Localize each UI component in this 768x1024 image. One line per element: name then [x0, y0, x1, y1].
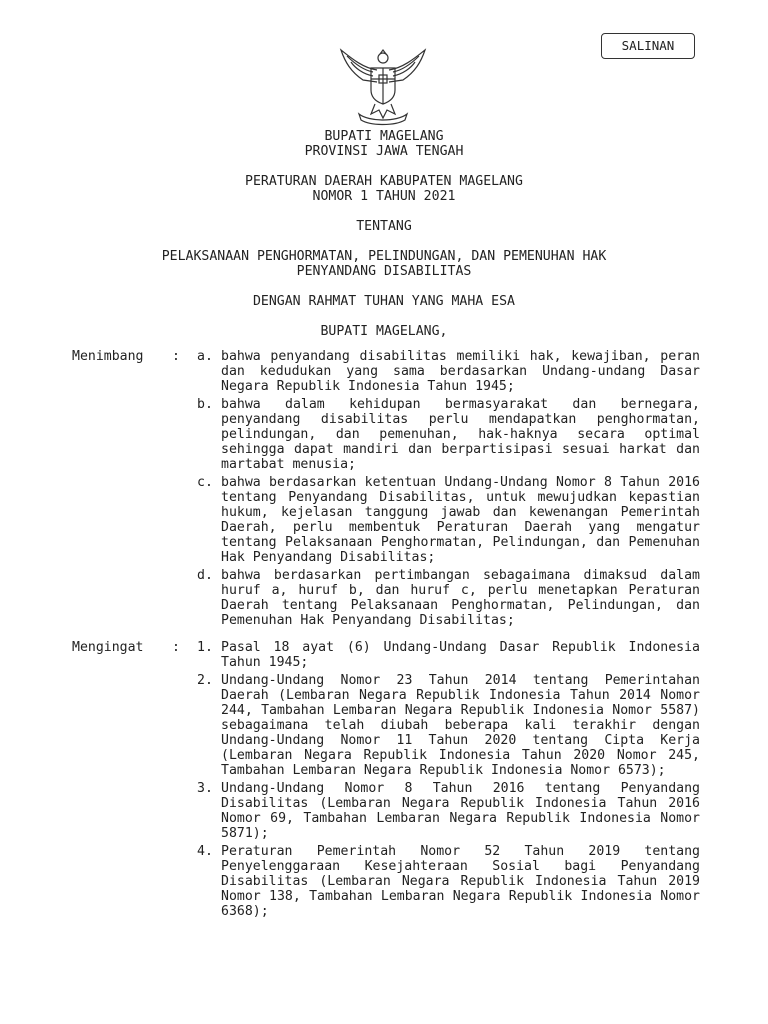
- item-text: bahwa berdasarkan pertimbangan sebagaimana dimaksud dalam huruf a, huruf b, dan huruf c, perlu menetapkan Peraturan Daerah tentang Pelaksanaan Penghormatan, Pelindungan, dan Pemenuhan Hak Penyandang Disabilitas;: [221, 568, 700, 628]
- list-item: [197, 568, 700, 628]
- subject-line-2: PENYANDANG DISABILITAS: [296, 264, 472, 279]
- item-marker: 2.: [197, 673, 213, 688]
- section-label: Mengingat: [72, 640, 144, 655]
- section-colon: :: [172, 349, 180, 364]
- item-text: Pasal 18 ayat (6) Undang-Undang Dasar Republik Indonesia Tahun 1945;: [221, 640, 700, 670]
- item-marker: 1.: [197, 640, 213, 655]
- issuer-line: BUPATI MAGELANG: [324, 129, 444, 144]
- item-text: Undang-Undang Nomor 8 Tahun 2016 tentang Penyandang Disabilitas (Lembaran Negara Republik Indonesia Tahun 2016 Nomor 69, Tambahan Lembaran Negara Republik Indonesia Nomor 5871);: [221, 781, 700, 841]
- regulation-title: PERATURAN DAERAH KABUPATEN MAGELANG: [245, 174, 523, 189]
- menimbang-section: [72, 349, 700, 631]
- list-item: [197, 349, 700, 394]
- about-label: TENTANG: [356, 219, 412, 234]
- garuda-emblem: [333, 48, 433, 128]
- salinan-stamp: SALINAN: [601, 33, 695, 59]
- item-marker: 4.: [197, 844, 213, 859]
- list-item: [197, 781, 700, 841]
- item-marker: 3.: [197, 781, 213, 796]
- item-text: Peraturan Pemerintah Nomor 52 Tahun 2019 tentang Penyelenggaraan Kesejahteraan Sosial bagi Penyandang Disabilitas (Lembaran Negara Republik Indonesia Tahun 2019 Nomor 138, Tambahan Lembaran Negara Republik Indonesia Nomor 6368);: [221, 844, 700, 919]
- list-item: [197, 673, 700, 778]
- item-marker: a.: [197, 349, 213, 364]
- list-item: [197, 397, 700, 472]
- subject-line-1: PELAKSANAAN PENGHORMATAN, PELINDUNGAN, DAN PEMENUHAN HAK: [161, 249, 607, 264]
- blessing-line: DENGAN RAHMAT TUHAN YANG MAHA ESA: [252, 294, 515, 309]
- list-item: [197, 844, 700, 919]
- mengingat-list: [197, 640, 700, 922]
- menimbang-list: [197, 349, 700, 631]
- document-header: [0, 129, 768, 339]
- document-body: [72, 349, 700, 931]
- item-text: Undang-Undang Nomor 23 Tahun 2014 tentang Pemerintahan Daerah (Lembaran Negara Republik Indonesia Tahun 2014 Nomor 244, Tambahan Lembaran Negara Republik Indonesia Nomor 5587) sebagaimana telah diubah beberapa kali terakhir dengan Undang-Undang Nomor 11 Tahun 2020 tentang Cipta Kerja (Lembaran Negara Republik Indonesia Tahun 2020 Nomor 245, Tambahan Lembaran Negara Republik Indonesia Nomor 6573);: [221, 673, 700, 778]
- section-label: Menimbang: [72, 349, 144, 364]
- province-line: PROVINSI JAWA TENGAH: [304, 144, 464, 159]
- list-item: [197, 640, 700, 670]
- item-text: bahwa dalam kehidupan bermasyarakat dan bernegara, penyandang disabilitas perlu mendapatkan penghormatan, pelindungan, dan pemenuhan, hak-haknya secara optimal sehingga dapat mandiri dan berpartisipasi sesuai harkat dan martabat menusia;: [221, 397, 700, 472]
- list-item: [197, 475, 700, 565]
- mengingat-section: [72, 640, 700, 922]
- item-text: bahwa berdasarkan ketentuan Undang-Undang Nomor 8 Tahun 2016 tentang Penyandang Disabilitas, untuk mewujudkan kepastian hukum, kejelasan tanggung jawab dan kewenangan Pemerintah Daerah, perlu membentuk Peraturan Daerah yang mengatur tentang Pelaksanaan Penghormatan, Pelindungan, dan Pemenuhan Hak Penyandang Disabilitas;: [221, 475, 700, 565]
- item-marker: b.: [197, 397, 213, 412]
- item-marker: c.: [197, 475, 213, 490]
- section-colon: :: [172, 640, 180, 655]
- item-text: bahwa penyandang disabilitas memiliki hak, kewajiban, peran dan kedudukan yang sama berdasarkan Undang-undang Dasar Negara Republik Indonesia Tahun 1945;: [221, 349, 700, 394]
- regulation-number: NOMOR 1 TAHUN 2021: [312, 189, 456, 204]
- item-marker: d.: [197, 568, 213, 583]
- authority-line: BUPATI MAGELANG,: [320, 324, 448, 339]
